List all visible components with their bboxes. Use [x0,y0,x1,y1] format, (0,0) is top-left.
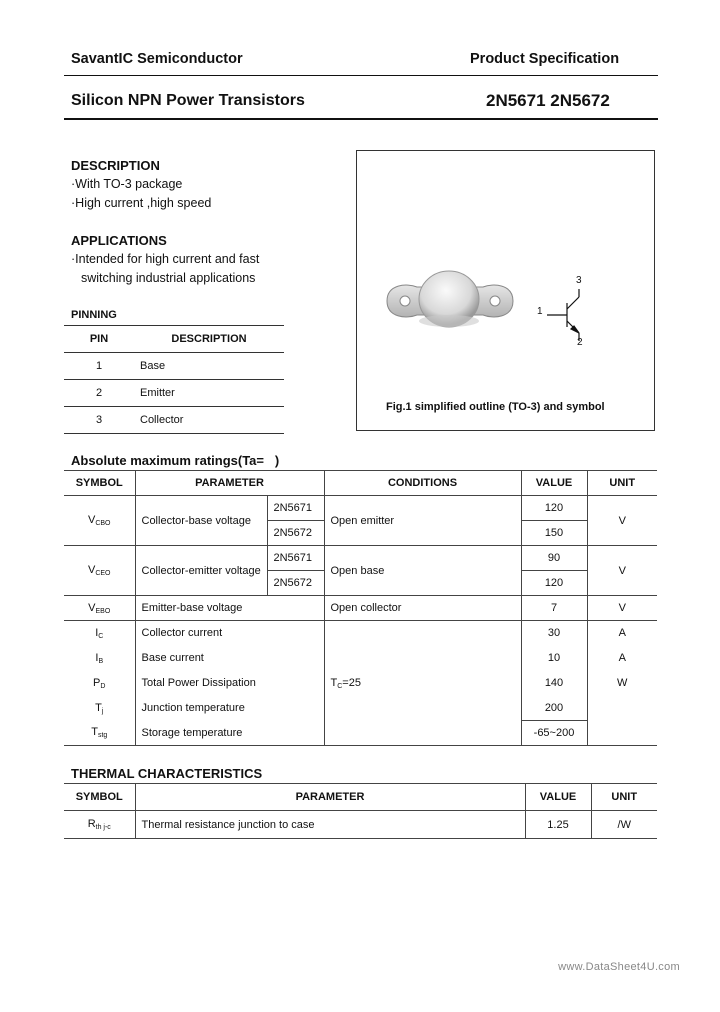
pin-number: 3 [64,407,134,434]
col-description: DESCRIPTION [134,326,284,353]
pin-number: 2 [64,380,134,407]
unit-ib: A [587,646,657,671]
symbol-ic: $I_C$ [64,621,135,646]
col-symbol: SYMBOL [64,784,135,811]
figure-graphic [357,151,654,430]
abs-max-table [64,470,657,746]
pin-description: Base [134,353,284,380]
figure-box [356,150,655,431]
value-ic: 30 [521,621,587,646]
col-symbol: SYMBOL [64,471,135,496]
part-vcbo-2: 2N5672 [267,521,324,546]
col-value: VALUE [525,784,591,811]
pin-description: Emitter [134,380,284,407]
unit-vebo: V [587,596,657,621]
col-conditions: CONDITIONS [324,471,521,496]
abs-max-heading [71,453,279,468]
header-divider [64,75,658,76]
unit-vcbo: V [587,496,657,546]
applications-text [71,250,259,288]
description-item: ·With TO-3 package [71,177,183,191]
symbol-tj: $T_j$ [64,696,135,721]
table-row [64,496,657,521]
page-title: Silicon NPN Power Transistors [71,92,305,109]
symbol-vceo: $V_{CEO}$ [64,546,135,596]
col-parameter: PARAMETER [135,784,525,811]
table-header-row [64,326,284,353]
param-vceo: Collector-emitter voltage [135,546,267,596]
unit-vceo: V [587,546,657,596]
applications-line: ·Intended for high current and fast [71,252,260,266]
document-type: Product Specification [470,51,620,67]
symbol-vcbo: $V_{CBO}$ [64,496,135,546]
part-vceo-2: 2N5672 [267,571,324,596]
applications-heading: APPLICATIONS [71,233,167,248]
symbol-tstg: $T_{stg}$ [64,721,135,746]
unit-tstg [587,721,657,746]
abs-max-heading-text: Absolute maximum ratings(Ta= [71,453,264,468]
part-vceo-1: 2N5671 [267,546,324,571]
abs-max-heading-end: ) [274,453,280,468]
col-pin: PIN [64,326,134,353]
value-vceo-1: 90 [521,546,587,571]
symbol-pd: $P_D$ [64,671,135,696]
unit-pd: W [587,671,657,696]
param-vcbo: Collector-base voltage [135,496,267,546]
cond-vebo: Open collector [324,596,521,621]
col-unit: UNIT [591,784,657,811]
pinning-heading: PINNING [71,309,117,321]
table-row [64,380,284,407]
param-ic: Collector current [135,621,324,646]
unit-tj [587,696,657,721]
table-row [64,621,657,646]
table-row [64,811,657,839]
col-parameter: PARAMETER [135,471,324,496]
symbol-vebo: $V_{EBO}$ [64,596,135,621]
part-numbers: 2N5671 2N5672 [486,91,610,110]
value-vceo-2: 120 [521,571,587,596]
title-divider [64,118,658,120]
thermal-table [64,783,657,839]
param-rth: Thermal resistance junction to case [135,811,525,839]
to3-package-icon [387,271,513,327]
value-rth: 1.25 [525,811,591,839]
value-vcbo-2: 150 [521,521,587,546]
watermark: www.DataSheet4U.com [558,961,680,973]
col-value: VALUE [521,471,587,496]
part-vcbo-1: 2N5671 [267,496,324,521]
value-vebo: 7 [521,596,587,621]
pin-label-3: 3 [576,275,582,286]
description-heading: DESCRIPTION [71,158,160,173]
param-vebo: Emitter-base voltage [135,596,324,621]
value-vcbo-1: 120 [521,496,587,521]
npn-transistor-symbol-icon [547,289,579,341]
symbol-rth: $R_{th j-c}$ [64,811,135,839]
symbol-ib: $I_B$ [64,646,135,671]
param-tstg: Storage temperature [135,721,324,746]
cond-pd: $T_C=25$ [324,621,521,746]
value-pd: 140 [521,671,587,696]
table-row [64,596,657,621]
applications-line: switching industrial applications [81,271,256,285]
cond-vcbo: Open emitter [324,496,521,546]
pinning-table [64,325,284,434]
figure-caption: Fig.1 simplified outline (TO-3) and symbol [386,401,605,413]
table-row [64,353,284,380]
table-row [64,407,284,434]
unit-ic: A [587,621,657,646]
pin-number: 1 [64,353,134,380]
description-list [71,175,211,213]
value-tstg: -65~200 [521,721,587,746]
cond-vceo: Open base [324,546,521,596]
pin-label-2: 2 [577,337,583,348]
pin-description: Collector [134,407,284,434]
company-name: SavantIC Semiconductor [71,51,243,67]
param-tj: Junction temperature [135,696,324,721]
table-row [64,546,657,571]
param-pd: Total Power Dissipation [135,671,324,696]
description-item: ·High current ,high speed [71,196,212,210]
col-unit: UNIT [587,471,657,496]
thermal-heading: THERMAL CHARACTERISTICS [71,766,263,781]
table-header-row [64,471,657,496]
pin-label-1: 1 [537,306,543,317]
value-tj: 200 [521,696,587,721]
param-ib: Base current [135,646,324,671]
table-header-row [64,784,657,811]
unit-rth: /W [591,811,657,839]
value-ib: 10 [521,646,587,671]
